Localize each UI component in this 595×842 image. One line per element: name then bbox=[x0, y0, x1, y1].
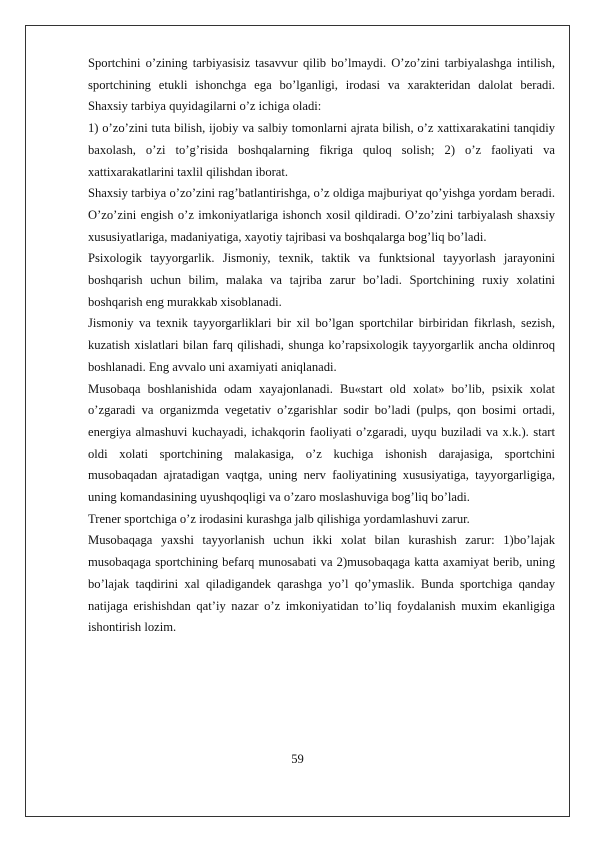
paragraph-self-control-list: 1) o’zo’zini tuta bilish, ijobiy va salbiy tomonlarni ajrata bilish, o’z xattixarakatini tanqidiy baxolash, o’zi to’g’risida boshqalarning fikriga quloq solish; 2) o’z faoliyati va xattixarakatlarini taxlil qilishdan iborat. bbox=[88, 121, 555, 179]
paragraph-pre-start-state: Musobaqa boshlanishida odam xayajonlanadi. Bu«start old xolat» bo’lib, psixik xolat o’zgaradi va organizmda vegetativ o’zgarishlar sodir bo’ladi (pulps, qon bosimi ortadi, energiya almashuvi kuchayadi, ichakqorin faoliyati o’zgaradi, uyqu buziladi va x.k.). start oldi xolati sportchining malakasiga, o’z kuchiga ishonish darajasiga, sportchini musobaqadan ajratadigan vaqtga, uning nerv faoliyatining xususiyatiga, tayyorgarligiga, uning komandasining uyushqoqligi va o’zaro moslashuviga bog’liq bo’ladi. bbox=[88, 381, 555, 505]
document-body bbox=[88, 53, 555, 639]
paragraph-personal-education: Shaxsiy tarbiya o’zo’zini rag’batlantirishga, o’z oldiga majburiyat qo’yishga yordam beradi. O’zo’zini engish o’z imkoniyatlariga ishonch xosil qildiradi. O’zo’zini tarbiyalash shaxsiy xususiyatlariga, madaniyatiga, xayotiy tajribasi va boshqalarga bog’liq bo’ladi. bbox=[88, 186, 555, 244]
paragraph-competition-preparation: Musobaqaga yaxshi tayyorlanish uchun ikki xolat bilan kurashish zarur: 1)bo’lajak musobaqaga sportchining befarq munosabati va 2)musobaqaga katta axamiyat berib, uning bo’lajak taqdirini xal qiladigandek qarashga yo’l qo’ymaslik. Bunda sportchiga qanday natijaga erishishdan qat’iy nazar o’z imkoniyatidan to’liq foydalanish muxim ekanligiga ishontirish lozim. bbox=[88, 533, 555, 635]
paragraph-psychological-preparation: Psixologik tayyorgarlik. Jismoniy, texnik, taktik va funktsional tayyorlash jarayonini boshqarish uchun bilim, malaka va tajriba zarur bo’ladi. Sportchining ruxiy xolatini boshqarish eng murakkab xisoblanadi. bbox=[88, 251, 555, 309]
paragraph-physical-technical: Jismoniy va texnik tayyorgarliklari bir xil bo’lgan sportchilar birbiridan fikrlash, sezish, kuzatish xislatlari bilan farq qilishadi, shunga ko’rapsixologik tayyorgarlik ancha oldinroq boshlanadi. Eng avvalo uni axamiyati aniqlanadi. bbox=[88, 316, 555, 374]
paragraph-coach-role: Trener sportchiga o’z irodasini kurashga jalb qilishiga yordamlashuvi zarur. bbox=[88, 511, 470, 526]
paragraph-self-education: Sportchini o’zining tarbiyasisiz tasavvur qilib bo’lmaydi. O’zo’zini tarbiyalashga intilish, sportchining etukli ishonchga ega bo’lganligi, irodasi va xarakteridan dalolat beradi. Shaxsiy tarbiya quyidagilarni o’z ichiga oladi: bbox=[88, 56, 555, 114]
page-number: 59 bbox=[291, 752, 304, 766]
